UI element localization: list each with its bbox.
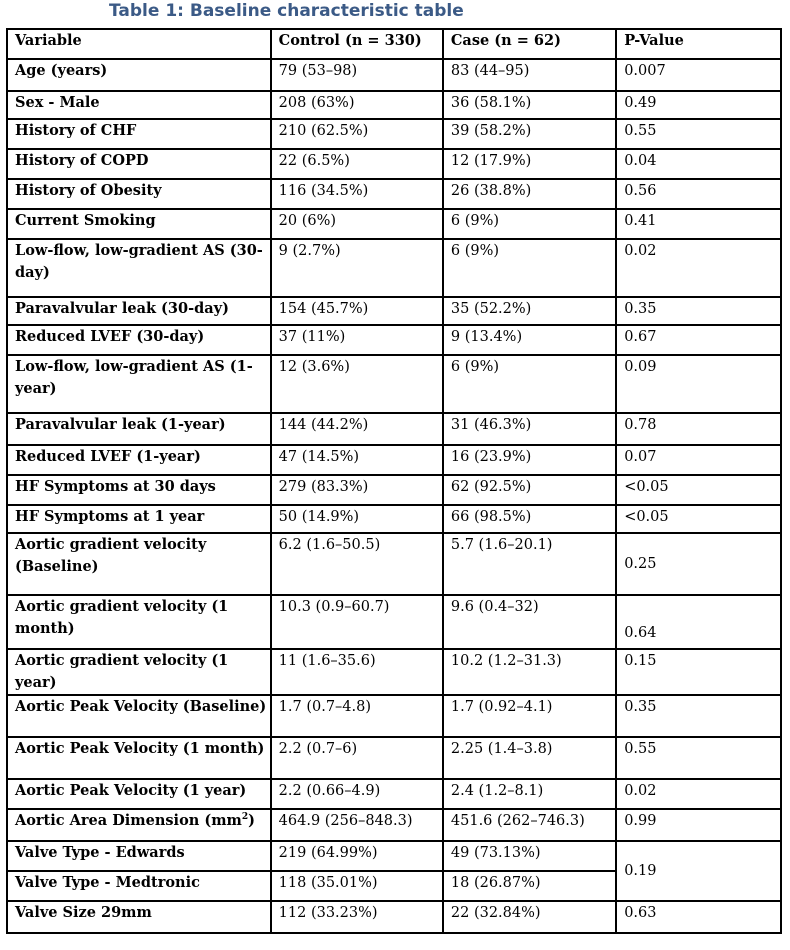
row-variable: Low-flow, low-gradient AS (30-day) — [7, 239, 271, 297]
row-case: 1.7 (0.92–4.1) — [443, 695, 616, 737]
row-control: 6.2 (1.6–50.5) — [271, 533, 443, 595]
row-case: 6 (9%) — [443, 209, 616, 239]
row-variable: Aortic gradient velocity (Baseline) — [7, 533, 271, 595]
row-control: 154 (45.7%) — [271, 297, 443, 325]
row-p-value: 0.56 — [616, 179, 781, 209]
row-p-value: 0.78 — [616, 413, 781, 445]
table-row — [7, 533, 781, 595]
table-row — [7, 445, 781, 475]
row-control: 210 (62.5%) — [271, 119, 443, 149]
row-case: 9.6 (0.4–32) — [443, 595, 616, 649]
row-p-value: 0.07 — [616, 445, 781, 475]
row-control: 37 (11%) — [271, 325, 443, 355]
row-p-value: 0.15 — [616, 649, 781, 695]
row-case: 26 (38.8%) — [443, 179, 616, 209]
row-control: 279 (83.3%) — [271, 475, 443, 505]
table-header-row — [7, 29, 781, 59]
table-row — [7, 595, 781, 649]
row-p-value: 0.64 — [616, 595, 781, 649]
table-row — [7, 297, 781, 325]
row-variable: Low-flow, low-gradient AS (1-year) — [7, 355, 271, 413]
row-case: 6 (9%) — [443, 355, 616, 413]
row-p-value: 0.007 — [616, 59, 781, 91]
row-p-value: 0.02 — [616, 779, 781, 809]
table-row — [7, 841, 781, 871]
row-p-value: 0.04 — [616, 149, 781, 179]
table-row — [7, 119, 781, 149]
row-variable: Valve Type - Medtronic — [7, 871, 271, 901]
row-case: 2.25 (1.4–3.8) — [443, 737, 616, 779]
row-control: 118 (35.01%) — [271, 871, 443, 901]
row-control: 20 (6%) — [271, 209, 443, 239]
row-control: 2.2 (0.66–4.9) — [271, 779, 443, 809]
header-control: Control (n = 330) — [271, 29, 443, 59]
row-variable: Aortic Peak Velocity (1 year) — [7, 779, 271, 809]
table-caption: Table 1: Baseline characteristic table — [109, 1, 464, 21]
row-case: 22 (32.84%) — [443, 901, 616, 933]
row-control: 208 (63%) — [271, 91, 443, 119]
row-control: 79 (53–98) — [271, 59, 443, 91]
row-case: 451.6 (262–746.3) — [443, 809, 616, 841]
row-case: 10.2 (1.2–31.3) — [443, 649, 616, 695]
row-control: 464.9 (256–848.3) — [271, 809, 443, 841]
row-control: 219 (64.99%) — [271, 841, 443, 871]
table-row — [7, 649, 781, 695]
row-variable-text: Aortic Area Dimension (mm — [15, 812, 242, 829]
row-p-value: 0.35 — [616, 297, 781, 325]
row-case: 62 (92.5%) — [443, 475, 616, 505]
row-variable: Aortic gradient velocity (1 year) — [7, 649, 271, 695]
row-variable: Valve Size 29mm — [7, 901, 271, 933]
row-p-value: 0.55 — [616, 119, 781, 149]
table-row — [7, 91, 781, 119]
row-control: 47 (14.5%) — [271, 445, 443, 475]
row-control: 10.3 (0.9–60.7) — [271, 595, 443, 649]
row-control: 112 (33.23%) — [271, 901, 443, 933]
row-variable: Paravalvular leak (30-day) — [7, 297, 271, 325]
table-row — [7, 355, 781, 413]
row-variable: HF Symptoms at 1 year — [7, 505, 271, 533]
table-row — [7, 737, 781, 779]
row-case: 16 (23.9%) — [443, 445, 616, 475]
header-p-value: P-Value — [616, 29, 781, 59]
row-variable: History of Obesity — [7, 179, 271, 209]
baseline-table — [6, 28, 782, 934]
row-variable: Aortic Peak Velocity (1 month) — [7, 737, 271, 779]
header-variable: Variable — [7, 29, 271, 59]
table-row — [7, 239, 781, 297]
row-p-value: 0.25 — [616, 533, 781, 595]
row-p-value: 0.49 — [616, 91, 781, 119]
row-case: 9 (13.4%) — [443, 325, 616, 355]
row-variable: Aortic Peak Velocity (Baseline) — [7, 695, 271, 737]
row-p-value: 0.55 — [616, 737, 781, 779]
row-control: 50 (14.9%) — [271, 505, 443, 533]
row-case: 12 (17.9%) — [443, 149, 616, 179]
table-row — [7, 505, 781, 533]
table-row — [7, 325, 781, 355]
row-control: 2.2 (0.7–6) — [271, 737, 443, 779]
row-variable: HF Symptoms at 30 days — [7, 475, 271, 505]
row-variable: Valve Type - Edwards — [7, 841, 271, 871]
row-case: 49 (73.13%) — [443, 841, 616, 871]
row-case: 35 (52.2%) — [443, 297, 616, 325]
row-control: 144 (44.2%) — [271, 413, 443, 445]
row-p-value: 0.41 — [616, 209, 781, 239]
row-variable: Paravalvular leak (1-year) — [7, 413, 271, 445]
row-case: 6 (9%) — [443, 239, 616, 297]
row-p-value: 0.35 — [616, 695, 781, 737]
row-case: 39 (58.2%) — [443, 119, 616, 149]
table-row — [7, 475, 781, 505]
row-p-value: 0.99 — [616, 809, 781, 841]
row-control: 11 (1.6–35.6) — [271, 649, 443, 695]
row-variable: History of CHF — [7, 119, 271, 149]
row-control: 12 (3.6%) — [271, 355, 443, 413]
row-case: 18 (26.87%) — [443, 871, 616, 901]
row-variable: Aortic gradient velocity (1 month) — [7, 595, 271, 649]
table-row — [7, 179, 781, 209]
table-row — [7, 779, 781, 809]
row-case: 2.4 (1.2–8.1) — [443, 779, 616, 809]
row-control: 116 (34.5%) — [271, 179, 443, 209]
row-p-value-merged: 0.19 — [616, 841, 781, 901]
row-case: 66 (98.5%) — [443, 505, 616, 533]
row-case: 31 (46.3%) — [443, 413, 616, 445]
row-variable — [7, 809, 271, 841]
table-row — [7, 809, 781, 841]
row-case: 83 (44–95) — [443, 59, 616, 91]
header-case: Case (n = 62) — [443, 29, 616, 59]
table-row — [7, 413, 781, 445]
row-control: 22 (6.5%) — [271, 149, 443, 179]
table-row — [7, 209, 781, 239]
row-variable: Reduced LVEF (1-year) — [7, 445, 271, 475]
row-control: 1.7 (0.7–4.8) — [271, 695, 443, 737]
row-variable: Reduced LVEF (30-day) — [7, 325, 271, 355]
row-variable: Age (years) — [7, 59, 271, 91]
row-p-value: 0.67 — [616, 325, 781, 355]
row-p-value: <0.05 — [616, 505, 781, 533]
row-p-value: 0.63 — [616, 901, 781, 933]
row-p-value: 0.02 — [616, 239, 781, 297]
table-row — [7, 59, 781, 91]
row-variable: Current Smoking — [7, 209, 271, 239]
table-row — [7, 149, 781, 179]
superscript: 2 — [241, 812, 249, 823]
table-row — [7, 695, 781, 737]
row-case: 36 (58.1%) — [443, 91, 616, 119]
row-p-value: 0.09 — [616, 355, 781, 413]
row-case: 5.7 (1.6–20.1) — [443, 533, 616, 595]
row-control: 9 (2.7%) — [271, 239, 443, 297]
row-variable: History of COPD — [7, 149, 271, 179]
table-row — [7, 901, 781, 933]
row-p-value: <0.05 — [616, 475, 781, 505]
row-variable: Sex - Male — [7, 91, 271, 119]
row-variable-end: ) — [248, 812, 256, 829]
